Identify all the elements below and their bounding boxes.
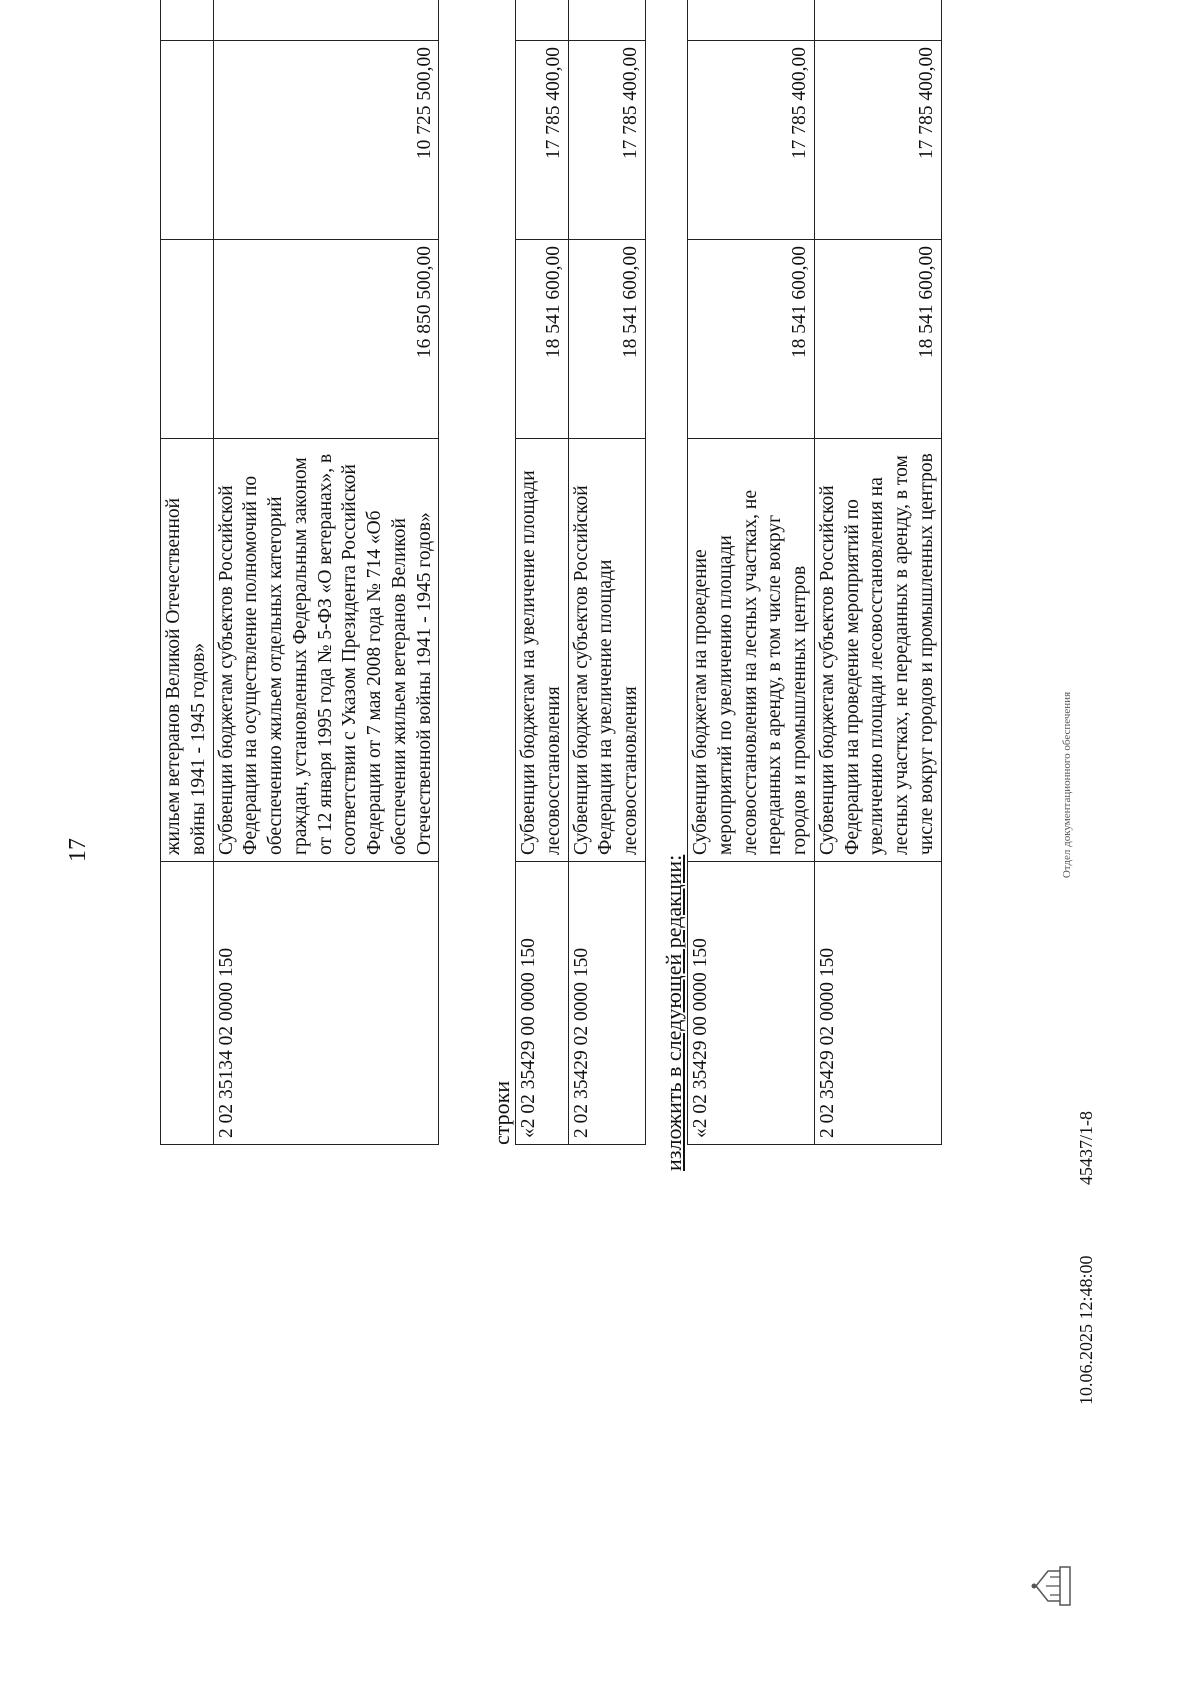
footer-stamp: Отдел документационного обеспечения	[1061, 691, 1073, 879]
table-row	[213, 0, 439, 1145]
cell-name: жильем ветеранов Великой Отечественной войны 1941 - 1945 годов»	[161, 439, 214, 862]
table-row	[516, 0, 569, 1145]
cell-value-1: 18 541 600,00	[688, 240, 815, 439]
cell-value-1: 16 850 500,00	[213, 240, 439, 439]
table-row	[161, 0, 214, 1145]
table-row	[814, 0, 941, 1145]
cell-value-1	[161, 240, 214, 439]
cell-value-3	[213, 0, 439, 41]
cell-code: 2 02 35429 02 0000 150	[568, 862, 645, 1145]
cell-value-2: 17 785 400,00	[516, 41, 569, 240]
table-row	[688, 0, 815, 1145]
cell-value-3	[814, 0, 941, 41]
label-new-edition: изложить в следующей редакции:	[661, 854, 686, 1171]
page-number: 17	[65, 838, 91, 862]
cell-value-3	[688, 0, 815, 41]
cell-value-1: 18 541 600,00	[568, 240, 645, 439]
label-rows: строки	[489, 1080, 514, 1145]
cell-name: Субвенции бюджетам субъектов Российской Федерации на увеличение площади лесовосстановления	[568, 439, 645, 862]
cell-code: «2 02 35429 00 0000 150	[688, 862, 815, 1145]
footer-datetime: 10.06.2025 12:48:00	[1076, 1255, 1096, 1405]
cell-code: «2 02 35429 00 0000 150	[516, 862, 569, 1145]
table-row	[568, 0, 645, 1145]
cell-value-2: 17 785 400,00	[568, 41, 645, 240]
cell-value-1: 18 541 600,00	[516, 240, 569, 439]
cell-value-3	[161, 0, 214, 41]
cell-name: Субвенции бюджетам субъектов Российской Федерации на осуществление полномочий по обеспечению жильем отдельных категорий граждан, установленных Федеральным законом от 12 января 1995 года № 5-ФЗ «О ветеранах», в соответствии с Указом Президента Российской Федерации от 7 мая 2008 года № 714 «Об обеспечении жильем ветеранов Великой Отечественной войны 1941 - 1945 годов»	[213, 439, 439, 862]
table-continuation	[160, 0, 439, 1145]
cell-value-2: 17 785 400,00	[814, 41, 941, 240]
cell-name: Субвенции бюджетам на проведение мероприятий по увеличению площади лесовосстановления на лесных участках, не переданных в аренду, в том числе вокруг городов и промышленных центров	[688, 439, 815, 862]
cell-value-2: 17 785 400,00	[688, 41, 815, 240]
cell-code: 2 02 35429 02 0000 150	[814, 862, 941, 1145]
cell-name: Субвенции бюджетам субъектов Российской Федерации на проведение мероприятий по увеличению площади лесовосстановления на лесных участках, не переданных в аренду, в том числе вокруг городов и промышленных центров	[814, 439, 941, 862]
cell-code	[161, 862, 214, 1145]
cell-value-1: 18 541 600,00	[814, 240, 941, 439]
table-new-rows	[687, 0, 942, 1145]
cell-value-3	[516, 0, 569, 41]
cell-name: Субвенции бюджетам на увеличение площади лесовосстановления	[516, 439, 569, 862]
cell-value-3	[568, 0, 645, 41]
cell-value-2	[161, 41, 214, 240]
cell-code: 2 02 35134 02 0000 150	[213, 862, 439, 1145]
emblem-icon	[1030, 1563, 1074, 1609]
cell-value-2: 10 725 500,00	[213, 41, 439, 240]
footer-doc-code: 45437/1-8	[1076, 1111, 1096, 1185]
table-old-rows	[515, 0, 646, 1145]
